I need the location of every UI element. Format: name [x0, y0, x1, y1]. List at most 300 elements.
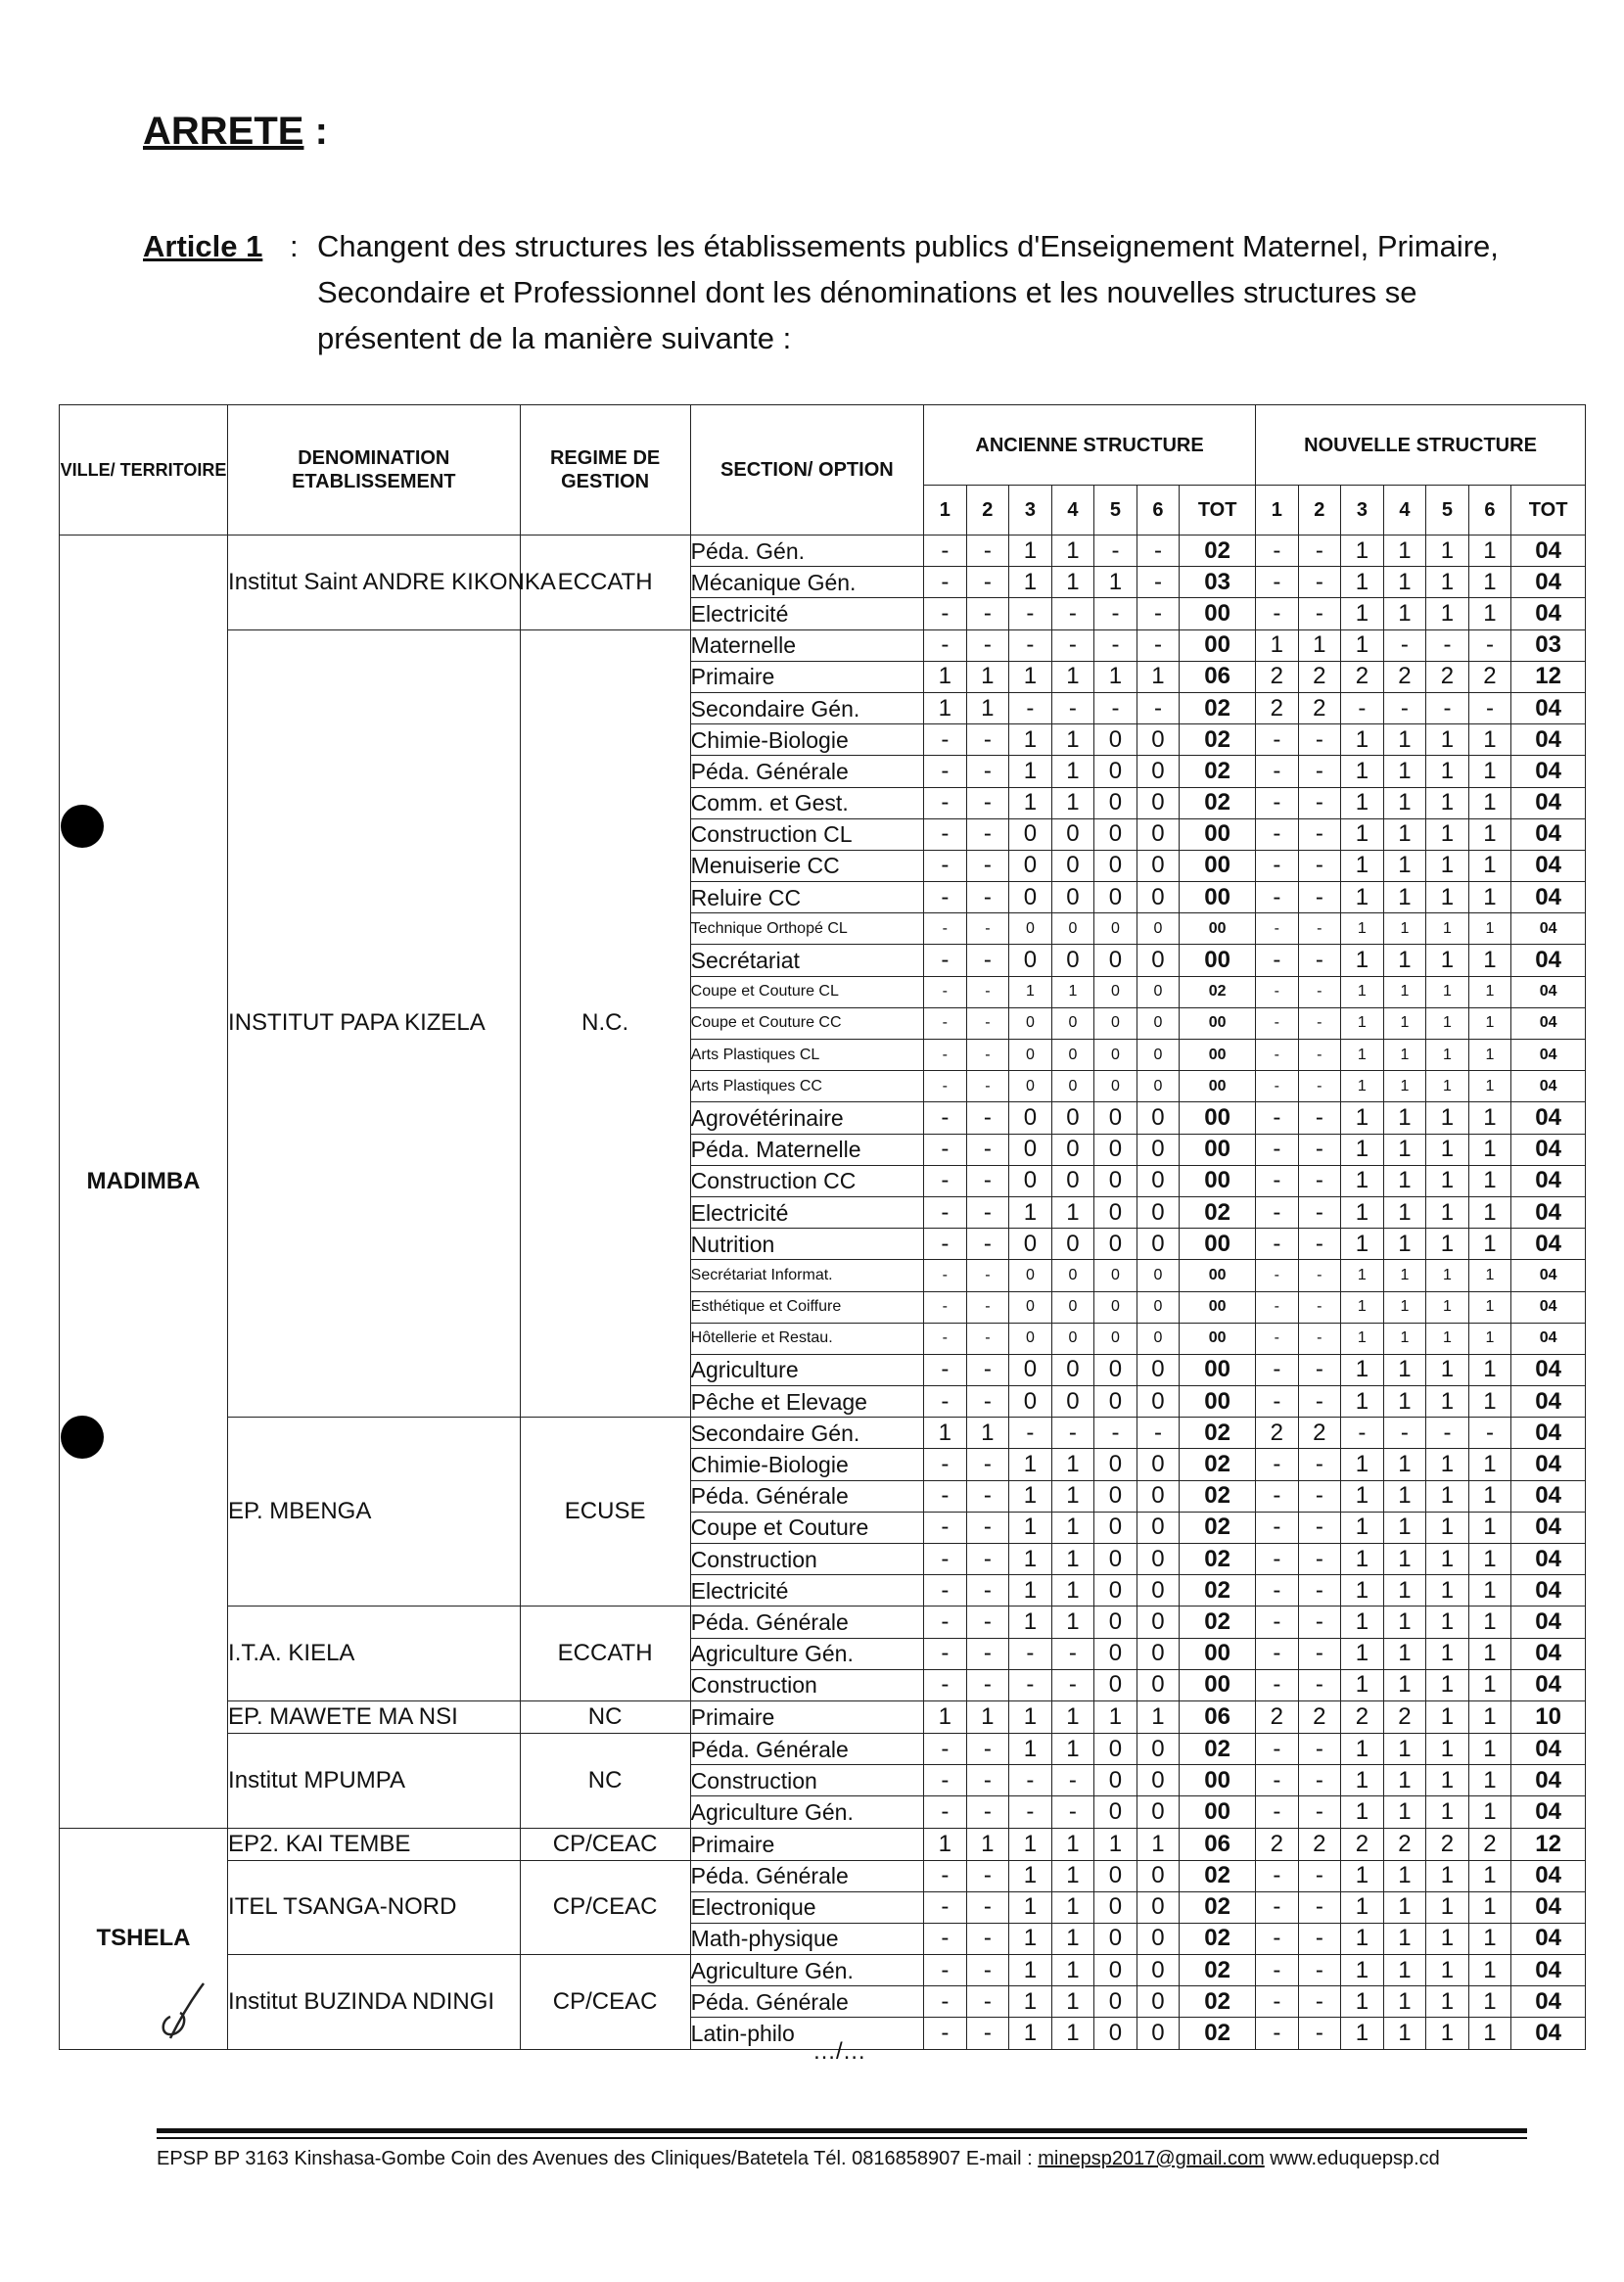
count-cell: - [1256, 1544, 1299, 1575]
count-cell: 2 [1298, 1700, 1341, 1733]
count-cell: 1 [1051, 1860, 1094, 1891]
count-cell: 0 [1051, 913, 1094, 945]
sub-header: 3 [1009, 486, 1052, 536]
count-cell: 1 [1051, 1923, 1094, 1954]
count-cell: - [1256, 1986, 1299, 2018]
total-cell: 04 [1511, 567, 1586, 598]
count-cell: 1 [1468, 1796, 1511, 1828]
total-cell: 04 [1511, 1040, 1586, 1071]
count-cell: - [966, 1449, 1009, 1480]
count-cell: 1 [1341, 882, 1384, 913]
sub-header: 5 [1094, 486, 1137, 536]
sub-header: 5 [1426, 486, 1469, 536]
count-cell: 1 [1009, 1733, 1052, 1764]
count-cell: 0 [1137, 1323, 1180, 1354]
count-cell: - [966, 1638, 1009, 1669]
regime-cell: NC [520, 1733, 690, 1828]
total-cell: 02 [1180, 536, 1256, 567]
count-cell: 1 [1426, 945, 1469, 976]
section-cell: Péda. Générale [690, 1480, 923, 1512]
count-cell: 1 [1383, 1512, 1426, 1543]
count-cell: - [1009, 1796, 1052, 1828]
count-cell: - [1298, 1354, 1341, 1385]
count-cell: 0 [1137, 1669, 1180, 1700]
total-cell: 02 [1180, 692, 1256, 723]
count-cell: 0 [1094, 1229, 1137, 1260]
count-cell: 1 [1383, 2018, 1426, 2049]
section-cell: Construction CC [690, 1165, 923, 1196]
count-cell: 1 [1341, 1291, 1384, 1323]
section-cell: Péda. Maternelle [690, 1134, 923, 1165]
count-cell: 0 [1094, 1986, 1137, 2018]
total-cell: 12 [1511, 1828, 1586, 1860]
count-cell: - [924, 882, 967, 913]
count-cell: 1 [1468, 818, 1511, 850]
count-cell: 1 [1468, 1449, 1511, 1480]
count-cell: - [966, 787, 1009, 818]
count-cell: - [1298, 913, 1341, 945]
count-cell: - [1298, 1765, 1341, 1796]
count-cell: - [1137, 567, 1180, 598]
count-cell: 0 [1137, 1134, 1180, 1165]
count-cell: - [1094, 598, 1137, 629]
count-cell: - [966, 1229, 1009, 1260]
count-cell: 1 [1341, 1260, 1384, 1291]
establishment-cell: I.T.A. KIELA [228, 1607, 521, 1701]
count-cell: 1 [1009, 1891, 1052, 1923]
count-cell: 1 [1341, 724, 1384, 756]
count-cell: - [1256, 1260, 1299, 1291]
count-cell: - [1051, 629, 1094, 661]
count-cell: 1 [1426, 1575, 1469, 1607]
count-cell: - [1094, 1418, 1137, 1449]
count-cell: - [924, 536, 967, 567]
count-cell: - [1256, 1860, 1299, 1891]
count-cell: 1 [1009, 1607, 1052, 1638]
count-cell: 1 [1051, 1733, 1094, 1764]
count-cell: 0 [1137, 1040, 1180, 1071]
total-cell: 00 [1180, 1354, 1256, 1385]
count-cell: 1 [1468, 536, 1511, 567]
count-cell: 1 [1341, 1733, 1384, 1764]
count-cell: 1 [1009, 1986, 1052, 2018]
count-cell: 1 [1426, 1323, 1469, 1354]
count-cell: - [1256, 1923, 1299, 1954]
count-cell: 0 [1051, 850, 1094, 881]
count-cell: 1 [1426, 1229, 1469, 1260]
count-cell: 1 [1341, 850, 1384, 881]
count-cell: 1 [1383, 945, 1426, 976]
count-cell: - [1298, 1575, 1341, 1607]
count-cell: - [924, 1354, 967, 1385]
footer [157, 2148, 1440, 2170]
count-cell: 0 [1094, 1669, 1137, 1700]
table-row [60, 1607, 1586, 1638]
total-cell: 04 [1511, 945, 1586, 976]
count-cell: 1 [1468, 1040, 1511, 1071]
count-cell: 0 [1094, 1134, 1137, 1165]
article-label: Article 1 [143, 229, 263, 263]
count-cell: 2 [1256, 661, 1299, 692]
section-cell: Coupe et Couture CC [690, 1007, 923, 1039]
count-cell: 1 [1426, 756, 1469, 787]
count-cell: - [1298, 1449, 1341, 1480]
count-cell: 1 [1341, 1607, 1384, 1638]
count-cell: 0 [1137, 1955, 1180, 1986]
header-ville: VILLE/ TERRITOIRE [60, 405, 228, 536]
count-cell: 1 [1341, 1544, 1384, 1575]
total-cell: 02 [1180, 787, 1256, 818]
section-cell: Péda. Générale [690, 1860, 923, 1891]
establishment-cell: EP. MBENGA [228, 1418, 521, 1607]
count-cell: 1 [1383, 1102, 1426, 1134]
total-cell: 04 [1511, 1386, 1586, 1418]
count-cell: 1 [1009, 1860, 1052, 1891]
total-cell: 02 [1180, 724, 1256, 756]
count-cell: - [966, 1040, 1009, 1071]
count-cell: - [1298, 2018, 1341, 2049]
count-cell: - [1137, 598, 1180, 629]
count-cell: 1 [1341, 567, 1384, 598]
count-cell: - [1298, 1134, 1341, 1165]
count-cell: 2 [1298, 1418, 1341, 1449]
count-cell: 0 [1009, 850, 1052, 881]
count-cell: - [966, 1923, 1009, 1954]
count-cell: 1 [1341, 1449, 1384, 1480]
count-cell: 1 [1341, 1986, 1384, 2018]
total-cell: 04 [1511, 724, 1586, 756]
count-cell: 1 [1383, 1291, 1426, 1323]
section-cell: Secondaire Gén. [690, 1418, 923, 1449]
count-cell: 1 [1341, 1512, 1384, 1543]
count-cell: 1 [1468, 1229, 1511, 1260]
total-cell: 06 [1180, 1700, 1256, 1733]
count-cell: - [1298, 1891, 1341, 1923]
count-cell: 0 [1009, 1134, 1052, 1165]
count-cell: 1 [1051, 1544, 1094, 1575]
count-cell: - [966, 598, 1009, 629]
count-cell: 0 [1051, 1386, 1094, 1418]
count-cell: 1 [1051, 756, 1094, 787]
count-cell: - [1256, 567, 1299, 598]
count-cell: 1 [1341, 1638, 1384, 1669]
count-cell: 1 [1341, 913, 1384, 945]
city-cell: MADIMBA [60, 536, 228, 1829]
section-cell: Péda. Générale [690, 1986, 923, 2018]
count-cell: 1 [1468, 598, 1511, 629]
count-cell: 1 [1341, 1575, 1384, 1607]
footer-email[interactable]: minepsp2017@gmail.com [1038, 2148, 1265, 2169]
count-cell: - [1256, 1102, 1299, 1134]
count-cell: - [1256, 1480, 1299, 1512]
count-cell: - [924, 724, 967, 756]
count-cell: 1 [1468, 850, 1511, 881]
section-cell: Math-physique [690, 1923, 923, 1954]
count-cell: 1 [1426, 1165, 1469, 1196]
count-cell: 1 [1468, 913, 1511, 945]
count-cell: 1 [1341, 1765, 1384, 1796]
count-cell: 1 [966, 1828, 1009, 1860]
count-cell: 0 [1137, 850, 1180, 881]
count-cell: 1 [1051, 1449, 1094, 1480]
regime-cell: ECCATH [520, 536, 690, 630]
count-cell: - [1298, 1860, 1341, 1891]
total-cell: 00 [1180, 1007, 1256, 1039]
count-cell: - [924, 1512, 967, 1543]
total-cell: 03 [1511, 629, 1586, 661]
count-cell: 1 [1426, 1007, 1469, 1039]
total-cell: 02 [1180, 1449, 1256, 1480]
count-cell: 1 [1341, 787, 1384, 818]
count-cell: - [1009, 1418, 1052, 1449]
count-cell: - [966, 1291, 1009, 1323]
count-cell: 1 [1383, 882, 1426, 913]
count-cell: 1 [1468, 1354, 1511, 1385]
count-cell: 0 [1094, 1512, 1137, 1543]
count-cell: 0 [1094, 945, 1137, 976]
count-cell: - [924, 1669, 967, 1700]
count-cell: 0 [1137, 2018, 1180, 2049]
count-cell: - [924, 1607, 967, 1638]
total-cell: 04 [1511, 818, 1586, 850]
count-cell: - [1298, 1669, 1341, 1700]
count-cell: 0 [1094, 913, 1137, 945]
count-cell: - [1256, 787, 1299, 818]
count-cell: - [924, 1071, 967, 1102]
count-cell: 0 [1137, 1386, 1180, 1418]
count-cell: 0 [1009, 1386, 1052, 1418]
count-cell: - [966, 536, 1009, 567]
total-cell: 02 [1180, 1733, 1256, 1764]
count-cell: - [1051, 1638, 1094, 1669]
count-cell: - [1256, 1007, 1299, 1039]
count-cell: 1 [1426, 1607, 1469, 1638]
count-cell: 1 [1383, 598, 1426, 629]
count-cell: 0 [1094, 1165, 1137, 1196]
section-cell: Mécanique Gén. [690, 567, 923, 598]
count-cell: - [1298, 1260, 1341, 1291]
count-cell: 1 [1383, 1040, 1426, 1071]
sub-header: TOT [1511, 486, 1586, 536]
arrete-title: ARRETE [143, 110, 304, 153]
count-cell: - [924, 1955, 967, 1986]
count-cell: - [1426, 629, 1469, 661]
count-cell: - [1298, 1196, 1341, 1228]
count-cell: 0 [1094, 882, 1137, 913]
count-cell: - [1051, 1418, 1094, 1449]
section-cell: Péda. Générale [690, 1733, 923, 1764]
article-text: Changent des structures les établissements publics d'Enseignement Maternel, Primaire, Secondaire et Professionnel dont les dénominations et les nouvelles structures se présentent de la manière suivante : [317, 229, 1499, 355]
count-cell: - [1298, 1638, 1341, 1669]
count-cell: - [1256, 1575, 1299, 1607]
count-cell: 1 [1051, 567, 1094, 598]
count-cell: 0 [1094, 1891, 1137, 1923]
count-cell: 0 [1009, 1323, 1052, 1354]
count-cell: 0 [1094, 756, 1137, 787]
total-cell: 04 [1511, 976, 1586, 1007]
total-cell: 00 [1180, 850, 1256, 881]
count-cell: 0 [1137, 1544, 1180, 1575]
count-cell: 1 [1383, 913, 1426, 945]
count-cell: - [924, 567, 967, 598]
count-cell: 1 [1341, 945, 1384, 976]
count-cell: - [966, 567, 1009, 598]
count-cell: - [1341, 692, 1384, 723]
count-cell: - [924, 1007, 967, 1039]
total-cell: 04 [1511, 1323, 1586, 1354]
total-cell: 00 [1180, 1134, 1256, 1165]
section-cell: Coupe et Couture CL [690, 976, 923, 1007]
count-cell: 1 [1383, 1196, 1426, 1228]
count-cell: - [924, 850, 967, 881]
sub-header: TOT [1180, 486, 1256, 536]
section-cell: Latin-philo [690, 2018, 923, 2049]
count-cell: 1 [1051, 1575, 1094, 1607]
total-cell: 04 [1511, 1575, 1586, 1607]
total-cell: 04 [1511, 1291, 1586, 1323]
count-cell: - [924, 1544, 967, 1575]
count-cell: 1 [1468, 945, 1511, 976]
total-cell: 02 [1180, 1196, 1256, 1228]
table-row [60, 536, 1586, 567]
count-cell: - [966, 1544, 1009, 1575]
count-cell: 1 [1426, 1354, 1469, 1385]
count-cell: 1 [1426, 1102, 1469, 1134]
count-cell: 1 [1426, 536, 1469, 567]
count-cell: - [1298, 1512, 1341, 1543]
total-cell: 04 [1511, 1071, 1586, 1102]
count-cell: 0 [1094, 724, 1137, 756]
establishment-cell: Institut BUZINDA NDINGI [228, 1955, 521, 2050]
count-cell: 2 [1298, 1828, 1341, 1860]
count-cell: 1 [1468, 2018, 1511, 2049]
count-cell: 1 [1426, 1291, 1469, 1323]
count-cell: - [966, 976, 1009, 1007]
count-cell: 1 [1383, 1986, 1426, 2018]
count-cell: - [1298, 1323, 1341, 1354]
count-cell: 1 [1426, 1733, 1469, 1764]
count-cell: 1 [1341, 1040, 1384, 1071]
count-cell: 1 [1383, 1260, 1426, 1291]
count-cell: 0 [1009, 945, 1052, 976]
count-cell: - [966, 850, 1009, 881]
count-cell: 1 [1468, 1512, 1511, 1543]
count-cell: 1 [1468, 1544, 1511, 1575]
count-cell: 1 [1426, 1449, 1469, 1480]
total-cell: 04 [1511, 1669, 1586, 1700]
count-cell: - [1468, 629, 1511, 661]
count-cell: 1 [1051, 536, 1094, 567]
section-cell: Electricité [690, 1196, 923, 1228]
count-cell: 0 [1051, 1165, 1094, 1196]
total-cell: 00 [1180, 598, 1256, 629]
count-cell: 1 [1009, 661, 1052, 692]
count-cell: 1 [1426, 850, 1469, 881]
count-cell: 1 [1383, 1544, 1426, 1575]
count-cell: 0 [1051, 945, 1094, 976]
count-cell: 2 [1341, 661, 1384, 692]
count-cell: 0 [1094, 1071, 1137, 1102]
count-cell: 1 [1383, 1891, 1426, 1923]
count-cell: - [1009, 1765, 1052, 1796]
count-cell: 1 [1009, 787, 1052, 818]
total-cell: 02 [1180, 1986, 1256, 2018]
count-cell: - [924, 1860, 967, 1891]
total-cell: 10 [1511, 1700, 1586, 1733]
section-cell: Nutrition [690, 1229, 923, 1260]
total-cell: 02 [1180, 1923, 1256, 1954]
count-cell: - [1298, 1986, 1341, 2018]
count-cell: 1 [966, 661, 1009, 692]
count-cell: 0 [1137, 1196, 1180, 1228]
count-cell: - [966, 1386, 1009, 1418]
section-cell: Pêche et Elevage [690, 1386, 923, 1418]
total-cell: 04 [1511, 2018, 1586, 2049]
count-cell: 1 [1383, 1607, 1426, 1638]
count-cell: 1 [1383, 1765, 1426, 1796]
count-cell: - [1298, 756, 1341, 787]
count-cell: 1 [1341, 1196, 1384, 1228]
count-cell: 1 [1426, 1040, 1469, 1071]
count-cell: 1 [1468, 1323, 1511, 1354]
count-cell: - [1256, 1796, 1299, 1828]
count-cell: 1 [1426, 1196, 1469, 1228]
count-cell: 1 [1009, 976, 1052, 1007]
count-cell: - [1137, 692, 1180, 723]
count-cell: 1 [1426, 1955, 1469, 1986]
count-cell: - [1094, 536, 1137, 567]
count-cell: 1 [1426, 976, 1469, 1007]
sub-header: 1 [924, 486, 967, 536]
total-cell: 04 [1511, 1354, 1586, 1385]
count-cell: - [1468, 1418, 1511, 1449]
count-cell: 1 [1051, 787, 1094, 818]
regime-cell: ECCATH [520, 1607, 690, 1701]
count-cell: 1 [924, 1828, 967, 1860]
count-cell: 1 [1051, 724, 1094, 756]
total-cell: 02 [1180, 1544, 1256, 1575]
count-cell: 0 [1051, 818, 1094, 850]
count-cell: 0 [1094, 1638, 1137, 1669]
total-cell: 04 [1511, 1196, 1586, 1228]
count-cell: - [1256, 1765, 1299, 1796]
count-cell: 1 [1094, 1828, 1137, 1860]
count-cell: 0 [1094, 818, 1137, 850]
count-cell: - [1298, 1040, 1341, 1071]
footer-website[interactable]: www.eduquepsp.cd [1264, 2148, 1440, 2169]
count-cell: - [1298, 1544, 1341, 1575]
section-cell: Technique Orthopé CL [690, 913, 923, 945]
count-cell: 0 [1009, 1291, 1052, 1323]
count-cell: 1 [1426, 1260, 1469, 1291]
count-cell: 1 [1383, 1923, 1426, 1954]
count-cell: 1 [1009, 1575, 1052, 1607]
regime-cell: CP/CEAC [520, 1860, 690, 1955]
section-cell: Construction [690, 1669, 923, 1700]
count-cell: 0 [1009, 1040, 1052, 1071]
count-cell: 1 [1468, 1955, 1511, 1986]
count-cell: - [966, 724, 1009, 756]
total-cell: 04 [1511, 1923, 1586, 1954]
sub-header: 6 [1137, 486, 1180, 536]
sub-header: 4 [1383, 486, 1426, 536]
count-cell: - [924, 1102, 967, 1134]
count-cell: 1 [1468, 724, 1511, 756]
count-cell: - [1094, 629, 1137, 661]
total-cell: 04 [1511, 692, 1586, 723]
count-cell: - [966, 1986, 1009, 2018]
count-cell: - [966, 1765, 1009, 1796]
